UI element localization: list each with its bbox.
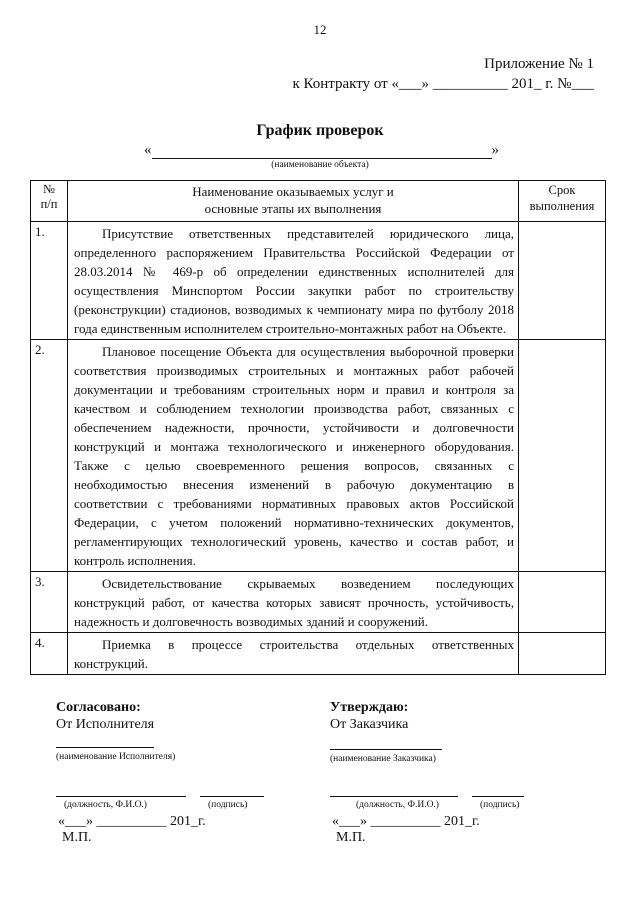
annex-header (292, 54, 594, 94)
row-term (519, 572, 606, 633)
schedule-table (30, 180, 606, 675)
left-signature-block (56, 700, 154, 733)
right-name-blank (330, 749, 442, 750)
left-position-blank (56, 796, 186, 797)
object-open-quote: « (144, 142, 152, 158)
header-number-line2: п/п (40, 197, 58, 211)
right-name-caption: (наименование Заказчика) (330, 754, 436, 764)
annex-contract-line: к Контракту от «___» __________ 201_ г. №___ (292, 76, 594, 92)
row-number: 3. (31, 572, 68, 633)
header-name-line1: Наименование оказываемых услуг и (192, 184, 394, 199)
object-name-caption: (наименование объекта) (271, 160, 369, 170)
row-term (519, 633, 606, 675)
right-signature-caption: (подпись) (480, 800, 520, 810)
annex-title: Приложение № 1 (484, 56, 594, 72)
header-number-line1: № (43, 182, 55, 196)
header-term-line2: выполнения (529, 199, 595, 213)
right-signature-block (330, 700, 408, 733)
right-position-blank (330, 796, 458, 797)
right-date-line: «___» __________ 201_г. (332, 814, 480, 829)
table-row (31, 222, 606, 340)
object-name-blank (152, 144, 492, 159)
header-name (68, 181, 519, 222)
table-row (31, 633, 606, 675)
right-heading: Утверждаю: (330, 700, 409, 715)
row-number: 2. (31, 340, 68, 572)
left-position-caption: (должность, Ф.И.О.) (64, 800, 147, 810)
left-name-blank (56, 747, 154, 748)
row-term (519, 222, 606, 340)
row-term (519, 340, 606, 572)
table-row (31, 340, 606, 572)
left-name-caption: (наименование Исполнителя) (56, 752, 176, 762)
header-term-line1: Срок (548, 183, 576, 197)
row-text: Приемка в процессе строительства отдельных ответственных конструкций. (68, 633, 519, 675)
row-text: Освидетельствование скрываемых возведением последующих конструкций работ, от качества которых зависят прочность, устойчивость, надежность и долговечность возводимых зданий и сооружений. (68, 572, 519, 633)
header-term (519, 181, 606, 222)
row-number: 4. (31, 633, 68, 675)
header-number (31, 181, 68, 222)
left-date-line: «___» __________ 201_г. (58, 814, 206, 829)
document-title: График проверок (256, 122, 384, 139)
table-header-row (31, 181, 606, 222)
row-number: 1. (31, 222, 68, 340)
row-text: Плановое посещение Объекта для осуществления выборочной проверки соответствия производимых строительных и монтажных работ рабочей документации и требованиям строительных норм и правил и контроля за качеством и соблюдением технологии производства работ, связанных с обеспечением надежности, прочности, устойчивости и долговечности конструкций и монтажа технологического и инженерного оборудования. Также с целью своевременного решения вопросов, связанных с необходимостью внесения изменений в рабочую документацию в соответствии с требованиями нормативных правовых актов Российской Федерации, с учетом положений нормативно-технических документов, регламентирующих технологический уровень, качество и состав работ, и контроль исполнения. (68, 340, 519, 572)
left-party: От Исполнителя (56, 717, 155, 732)
header-name-line2: основные этапы их выполнения (204, 201, 382, 216)
right-signature-blank (472, 796, 524, 797)
left-stamp: М.П. (62, 830, 92, 845)
left-signature-caption: (подпись) (208, 800, 248, 810)
object-name-line (144, 142, 514, 159)
table-row (31, 572, 606, 633)
right-stamp: М.П. (336, 830, 366, 845)
left-signature-blank (200, 796, 264, 797)
row-text: Присутствие ответственных представителей юридического лица, определенного распоряжением Правительства Российской Федерации от 28.03.2014 № 469-р об определении единственных исполнителей для осуществления Минспортом России закупки работ по строительству (реконструкции) стадионов, возводимых к чемпионату мира по футболу 2018 года единственным исполнителем строительно-монтажных работ на Объекте. (68, 222, 519, 340)
right-party: От Заказчика (330, 717, 409, 732)
right-position-caption: (должность, Ф.И.О.) (356, 800, 439, 810)
left-heading: Согласовано: (56, 700, 141, 715)
object-close-quote: » (491, 142, 499, 158)
page-number: 12 (313, 22, 327, 37)
